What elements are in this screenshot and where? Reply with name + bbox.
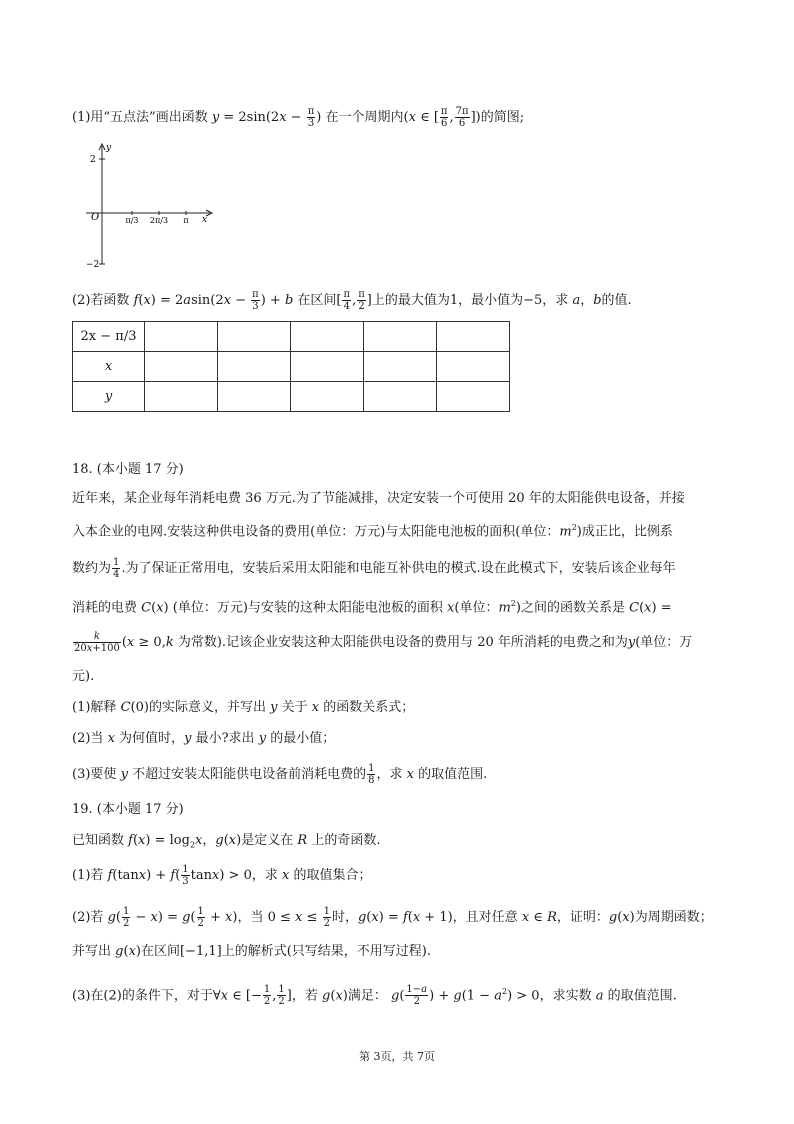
q19-sub3: (3)在(2)的条件下，对于∀x ∈ [− $\frac{1}{2}$ , $\frac{1}{2}$ ]，若 g(x)满足： g( $\frac{1-a}{2}$ ) + $g(1 - a^2) > 0$，求实数 a 的取值范围. xyxy=(72,984,677,1008)
q19-title: 19. (本小题 17 分) xyxy=(72,802,184,817)
y-tick-neg2: −2 xyxy=(86,260,100,270)
q18-text: 数约为 $\frac{1}{4}$ .为了保证正常用电，安装后采用太阳能和电能互补供电的模式.设在此模式下，安装后该企业每年 xyxy=(72,557,676,580)
table-row xyxy=(73,352,510,382)
q18-text: 近年来，某企业每年消耗电费 36 万元.为了节能减排，决定安装一个可使用 20 年的太阳能供电设备，并接 xyxy=(72,491,685,506)
coordinate-axes-sketch xyxy=(78,140,218,270)
q19-sub2: (2)若 g( $\frac{1}{2}$ − x) = g( $\frac{1}{2}$ + x)，当 0 ≤ x ≤ $\frac{1}{2}$ 时，g(x) = f(x + 1)，且对任意 x ∈ R，证明：g(x)为周期函数； xyxy=(72,906,713,929)
five-point-table xyxy=(72,321,510,412)
q18-sub2: (2)当 x 为何值时，y 最小?求出 y 的最小值； xyxy=(72,731,336,746)
q18-sub3: (3)要使 y 不超过安装太阳能供电设备前消耗电费的 $\frac{1}{8}$ ，求 x 的取值范围. xyxy=(72,763,488,786)
q19-sub1: (1)若 f(tanx) + f( $\frac{1}{3}$ tanx) > 0，求 x 的取值集合； xyxy=(72,864,372,887)
q18-text: 消耗的电费 C(x) (单位：万元)与安装的这种太阳能电池板的面积 x(单位：$m^2$)之间的函数关系是 C(x) = xyxy=(72,599,672,616)
q18-title: 18. (本小题 17 分) xyxy=(72,462,184,477)
y-tick-2: 2 xyxy=(90,155,96,165)
x-axis-label: x xyxy=(202,215,208,225)
table-row xyxy=(73,322,510,352)
row-label: 2x − π/3 xyxy=(73,322,145,352)
q18-sub1: (1)解释 C(0)的实际意义，并写出 y 关于 x 的函数关系式； xyxy=(72,700,415,715)
q17-part1-line: (1)用“五点法”画出函数 y = 2sin(2x − $\frac{\pi}{3}$ ) 在一个周期内(x ∈ [ $\frac{\pi}{6}$ , $\frac{7\pi}{6}$ ])的简图; xyxy=(72,106,525,129)
q18-text: 入本企业的电网.安装这种供电设备的费用(单位：万元)与太阳能电池板的面积(单位：$m^2$)成正比，比例系 xyxy=(72,523,673,540)
y-axis-label: y xyxy=(106,143,112,153)
table-row xyxy=(73,382,510,412)
q18-text: $\frac{k}{20x+100}$ (x ≥ 0,k 为常数).记该企业安装这种太阳能供电设备的费用与 20 年所消耗的电费之和为y(单位：万 xyxy=(74,631,693,654)
row-label: x xyxy=(73,352,145,382)
x-tick-pi: π xyxy=(183,216,189,225)
q18-text: 元). xyxy=(72,669,95,684)
x-tick-2pi-3: 2π/3 xyxy=(149,216,169,225)
page-footer: 第 3页，共 7页 xyxy=(359,1050,435,1063)
x-tick-pi-3: π/3 xyxy=(125,216,139,225)
q19-text: 已知函数 $f(x) = \log_2x$，g(x)是定义在 R 上的奇函数. xyxy=(72,833,381,850)
origin-label: O xyxy=(91,212,100,223)
q19-sub2-cont: 并写出 g(x)在区间[−1,1]上的解析式(只写结果，不用写过程). xyxy=(72,944,431,959)
q17-part2-line: (2)若函数 f(x) = 2asin(2x − $\frac{\pi}{3}$ ) + b 在区间[ $\frac{\pi}{4}$ , $\frac{\pi}{2}$ ]上的最大值为1，最小值为−5，求 a，b的值. xyxy=(72,289,632,312)
row-label: y xyxy=(73,382,145,412)
